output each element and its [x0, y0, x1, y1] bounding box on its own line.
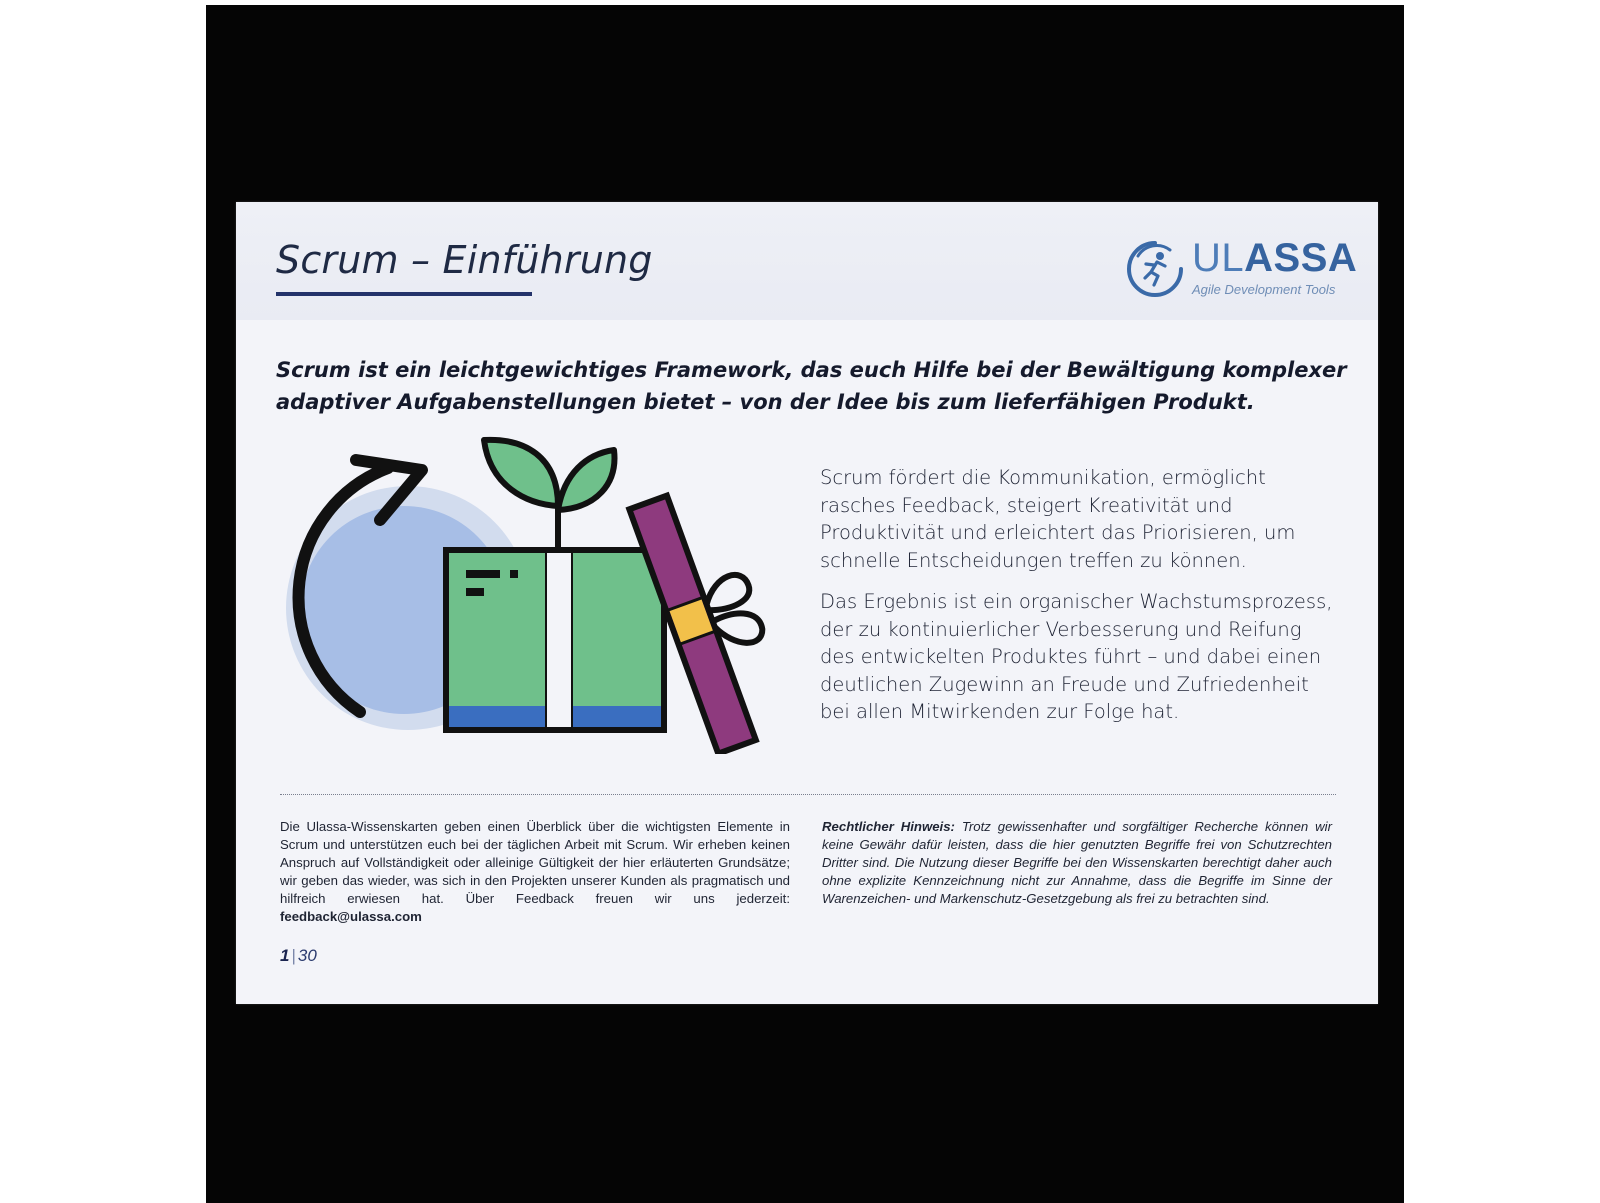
body-text — [820, 464, 1340, 740]
legal-notice-text: Trotz gewissenhafter und sorgfältiger Recherche können wir keine Gewähr dafür leisten, dass die hier genutzten Begriffe frei von Schutzrechten Dritter sind. Die Nutzung dieser Begriffe bei den Wissenskarten berechtigt daher auch ohne explizite Kennzeichnung nicht zur Annahme, dass die Begriffe im Sinne der Warenzeichen- und Markenschutz-Gesetzgebung als frei zu betrachten sind. — [822, 819, 1332, 906]
growth-box-icon — [276, 434, 796, 754]
title-underline — [276, 292, 532, 296]
card-title: Scrum – Einführung — [276, 238, 653, 282]
page-number — [280, 946, 317, 966]
box-label-line-1 — [466, 570, 500, 578]
footer-about — [280, 818, 790, 926]
footer-legal-notice — [822, 818, 1332, 908]
runner-logo-icon — [1124, 238, 1186, 300]
box-ribbon-white — [546, 553, 572, 727]
body-paragraph-2: Das Ergebnis ist ein organischer Wachstumsprozess, der zu kontinuierlicher Verbesserung und Reifung des entwickelten Produktes führt – und dabei einen deutlichen Zugewinn an Freude und Zufriedenheit bei allen Mitwirkenden zur Folge hat. — [820, 590, 1333, 723]
footer-about-text: Die Ulassa-Wissenskarten geben einen Überblick über die wichtigsten Elemente in Scrum und unterstützen euch bei der täglichen Arbeit mit Scrum. Wir erheben keinen Anspruch auf Vollständigkeit oder alleinige Gültigkeit der hier erläuterten Grundsätze; wir geben das wieder, was sich in den Projekten unserer Kunden als pragmatisch und hilfreich erwiesen hat. Über Feedback freuen wir uns jederzeit: — [280, 819, 790, 906]
legal-notice-label: Rechtlicher Hinweis: — [822, 819, 955, 834]
page-total: 30 — [297, 946, 317, 965]
body-paragraph-1: Scrum fördert die Kommunikation, ermöglicht rasches Feedback, steigert Kreativität und Produktivität und erleichtert das Priorisieren, um schnelle Entscheidungen treffen zu können. — [820, 466, 1296, 572]
knowledge-card — [236, 202, 1378, 1004]
logo-word-ul: UL — [1192, 236, 1245, 280]
logo-word-assa: ASSA — [1244, 236, 1358, 280]
sprout-leaf-left — [484, 440, 558, 506]
ulassa-logo — [1124, 236, 1364, 306]
sprout-leaf-right — [558, 450, 614, 510]
page-current: 1 — [280, 946, 290, 965]
logo-wordmark — [1192, 236, 1357, 281]
box-label-dot — [510, 570, 518, 578]
logo-tagline: Agile Development Tools — [1192, 282, 1336, 297]
dotted-divider — [280, 794, 1336, 795]
box-label-line-2 — [466, 588, 484, 596]
page-separator: | — [291, 946, 296, 965]
feedback-email: feedback@ulassa.com — [280, 909, 422, 924]
lead-statement: Scrum ist ein leichtgewichtiges Framework, das euch Hilfe bei der Bewältigung komplexer adaptiver Aufgabenstellungen bietet – von der Idee bis zum lieferfähigen Produkt. — [276, 358, 1347, 414]
